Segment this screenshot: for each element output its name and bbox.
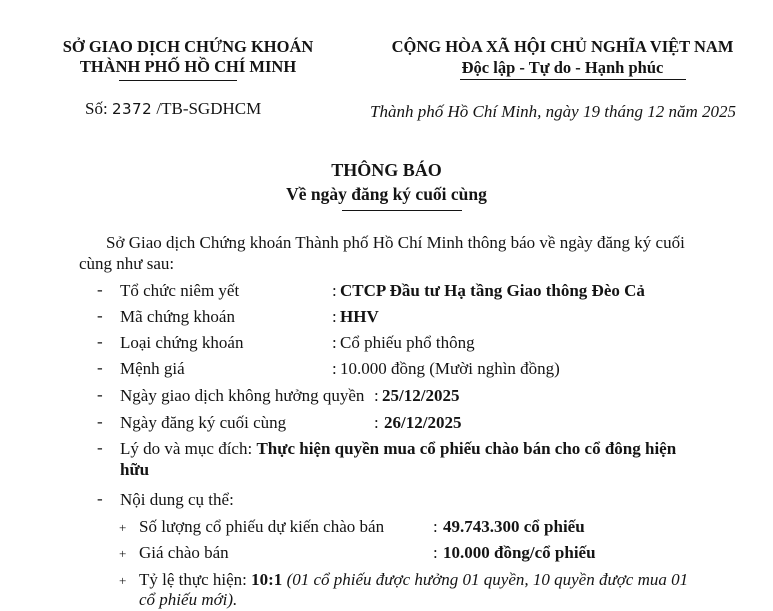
item-label-details: Nội dung cụ thể: bbox=[120, 490, 234, 509]
list-bullet: - bbox=[97, 358, 103, 377]
purpose-label: Lý do và mục đích: bbox=[120, 439, 253, 458]
doc-number-suffix: /TB-SGDHCM bbox=[156, 99, 262, 118]
list-bullet: - bbox=[97, 280, 103, 299]
sub-sep: : bbox=[433, 543, 438, 562]
sub-value-offer-price: 10.000 đồng/cổ phiếu bbox=[443, 543, 596, 562]
doc-number-handwritten: 2372 bbox=[111, 100, 153, 118]
item-label-record-date: Ngày đăng ký cuối cùng bbox=[120, 413, 287, 432]
sub-bullet: + bbox=[119, 546, 127, 561]
item-label-ex-date: Ngày giao dịch không hưởng quyền bbox=[120, 386, 365, 405]
motto-underline bbox=[460, 79, 686, 80]
ratio-value: 10:1 bbox=[251, 570, 283, 589]
item-value-ex-date: 25/12/2025 bbox=[382, 386, 460, 405]
notice-title: THÔNG BÁO bbox=[331, 160, 442, 180]
doc-number-prefix: Số: bbox=[85, 99, 108, 118]
item-label-security-type: Loại chứng khoán bbox=[120, 333, 244, 352]
list-bullet: - bbox=[97, 332, 103, 351]
sub-label-offer-price: Giá chào bán bbox=[139, 543, 229, 562]
item-sep: : bbox=[332, 333, 337, 352]
item-value-security-type: Cổ phiếu phổ thông bbox=[340, 333, 475, 352]
item-value-ticker: HHV bbox=[340, 307, 379, 326]
intro-line2: cùng như sau: bbox=[79, 254, 175, 273]
list-bullet: - bbox=[97, 489, 103, 508]
item-label-issuer: Tổ chức niêm yết bbox=[120, 281, 240, 300]
national-motto: Độc lập - Tự do - Hạnh phúc bbox=[461, 58, 664, 77]
ratio-label: Tỷ lệ thực hiện: bbox=[139, 570, 247, 589]
place-date: Thành phố Hồ Chí Minh, ngày 19 tháng 12 năm 2025 bbox=[370, 102, 736, 121]
subtitle-underline bbox=[342, 210, 462, 211]
sub-value-offer-shares: 49.743.300 cổ phiếu bbox=[443, 517, 585, 536]
sub-sep: : bbox=[433, 517, 438, 536]
national-title: CỘNG HÒA XÃ HỘI CHỦ NGHĨA VIỆT NAM bbox=[391, 37, 734, 56]
purpose-value: Thực hiện quyền mua cổ phiếu chào bán cho cổ đông hiện bbox=[256, 439, 677, 458]
item-label-par-value: Mệnh giá bbox=[120, 359, 185, 378]
notice-subtitle: Về ngày đăng ký cuối cùng bbox=[286, 184, 487, 204]
sub-bullet: + bbox=[119, 520, 127, 535]
sub-bullet: + bbox=[119, 573, 127, 588]
intro-line1: Sở Giao dịch Chứng khoán Thành phố Hồ Chí Minh thông báo về ngày đăng ký cuối bbox=[106, 233, 685, 252]
item-sep: : bbox=[374, 413, 379, 432]
sub-label-offer-shares: Số lượng cổ phiếu dự kiến chào bán bbox=[139, 517, 385, 536]
purpose-value-cont: hữu bbox=[120, 460, 150, 479]
list-bullet: - bbox=[97, 412, 103, 431]
doc-number bbox=[85, 98, 261, 120]
item-value-issuer: CTCP Đầu tư Hạ tầng Giao thông Đèo Cả bbox=[340, 281, 645, 300]
list-bullet: - bbox=[97, 385, 103, 404]
item-value-record-date: 26/12/2025 bbox=[384, 413, 462, 432]
item-label-ticker: Mã chứng khoán bbox=[120, 307, 235, 326]
issuer-name-line2: THÀNH PHỐ HỒ CHÍ MINH bbox=[79, 57, 297, 76]
issuer-name-line1: SỞ GIAO DỊCH CHỨNG KHOÁN bbox=[62, 37, 314, 56]
item-sep: : bbox=[332, 307, 337, 326]
sub-label-ratio bbox=[139, 569, 688, 591]
list-bullet: - bbox=[97, 438, 103, 457]
ratio-note-cont: cổ phiếu mới). bbox=[139, 590, 238, 609]
item-sep: : bbox=[332, 359, 337, 378]
list-bullet: - bbox=[97, 306, 103, 325]
item-sep: : bbox=[374, 386, 379, 405]
item-label-purpose bbox=[120, 438, 676, 460]
ratio-note: (01 cổ phiếu được hưởng 01 quyền, 10 quyền được mua 01 bbox=[286, 570, 689, 589]
item-sep: : bbox=[332, 281, 337, 300]
item-value-par-value: 10.000 đồng (Mười nghìn đồng) bbox=[340, 359, 560, 378]
left-header-underline bbox=[119, 80, 237, 81]
